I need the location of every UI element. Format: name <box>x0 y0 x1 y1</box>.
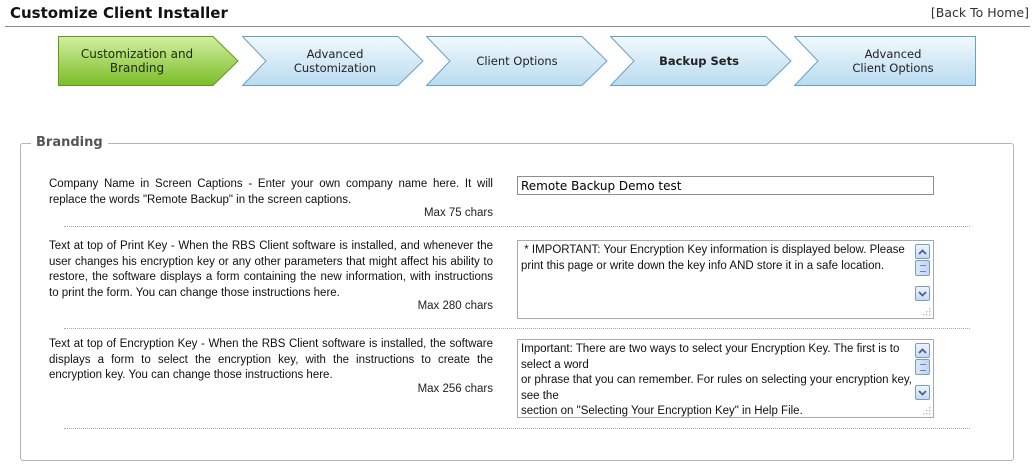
encryption-key-scrollbar[interactable] <box>914 341 932 416</box>
chevron-up-icon <box>918 348 927 354</box>
step-backup-sets[interactable] <box>610 36 792 86</box>
resize-grip-icon[interactable] <box>922 307 931 316</box>
chevron-down-icon <box>918 291 927 297</box>
row-divider <box>64 226 970 227</box>
row-divider <box>64 428 970 429</box>
scroll-down-button[interactable] <box>915 385 930 400</box>
step-label: Backup Sets <box>659 54 739 68</box>
encryption-key-textarea[interactable] <box>517 339 934 418</box>
encryption-key-text[interactable]: Important: There are two ways to select your Encryption Key. The first is to select a word or phrase that you can remember. For rules on selecting your encryption key, see the section on "Selecting Your Encryption Key" in Help File. <box>521 343 912 417</box>
branding-legend: Branding <box>31 135 108 150</box>
company-name-input[interactable] <box>517 176 934 195</box>
step-advanced-customization[interactable] <box>242 36 424 86</box>
chevron-up-icon <box>918 249 927 255</box>
scroll-down-button[interactable] <box>915 286 930 301</box>
print-key-text[interactable]: * IMPORTANT: Your Encryption Key information is displayed below. Please print this page or write down the key info AND store it in a safe location. <box>521 244 908 272</box>
resize-grip-icon[interactable] <box>922 406 931 415</box>
step-label-line1: Advanced <box>864 47 922 61</box>
scroll-thumb[interactable] <box>915 359 930 375</box>
title-divider <box>5 26 1030 27</box>
step-label: Client Options <box>476 54 558 68</box>
scroll-thumb[interactable] <box>915 260 930 276</box>
scroll-up-button[interactable] <box>915 244 930 259</box>
step-label: Advanced Customization <box>293 47 377 75</box>
step-customization-branding[interactable] <box>58 36 239 86</box>
chevron-down-icon <box>918 390 927 396</box>
step-advanced-client-options[interactable] <box>794 36 976 86</box>
print-key-description: Text at top of Print Key - When the RBS Client software is installed, and whenever the user changes his encryption key or any other parameters that might affect his ability to restore, the software displays a form containing the new information, with instructions to print the form. You can change those instructions here. <box>49 240 493 299</box>
scroll-up-button[interactable] <box>915 343 930 358</box>
step-client-options[interactable] <box>426 36 608 86</box>
wizard-steps <box>58 36 976 86</box>
step-label-line2: Client Options <box>852 61 934 75</box>
company-name-max-chars: Max 75 chars <box>423 207 493 219</box>
row-divider <box>64 328 970 329</box>
print-key-textarea[interactable] <box>517 240 934 319</box>
step-label-line1: Customization and <box>80 47 194 61</box>
back-to-home-link[interactable]: [Back To Home] <box>930 5 1029 20</box>
page-title: Customize Client Installer <box>10 4 228 22</box>
encryption-key-max-chars: Max 256 chars <box>417 383 493 395</box>
encryption-key-description: Text at top of Encryption Key - When the RBS Client software is installed, the software displays a form to select the encryption key, with the instructions to create the encryption key. You can change those instructions here. <box>49 338 493 381</box>
print-key-max-chars: Max 280 chars <box>417 300 493 312</box>
company-name-description: Company Name in Screen Captions - Enter your own company name here. It will replace the words "Remote Backup" in the screen captions. <box>49 178 493 206</box>
print-key-scrollbar[interactable] <box>914 242 932 317</box>
step-label-line2: Branding <box>109 61 165 75</box>
